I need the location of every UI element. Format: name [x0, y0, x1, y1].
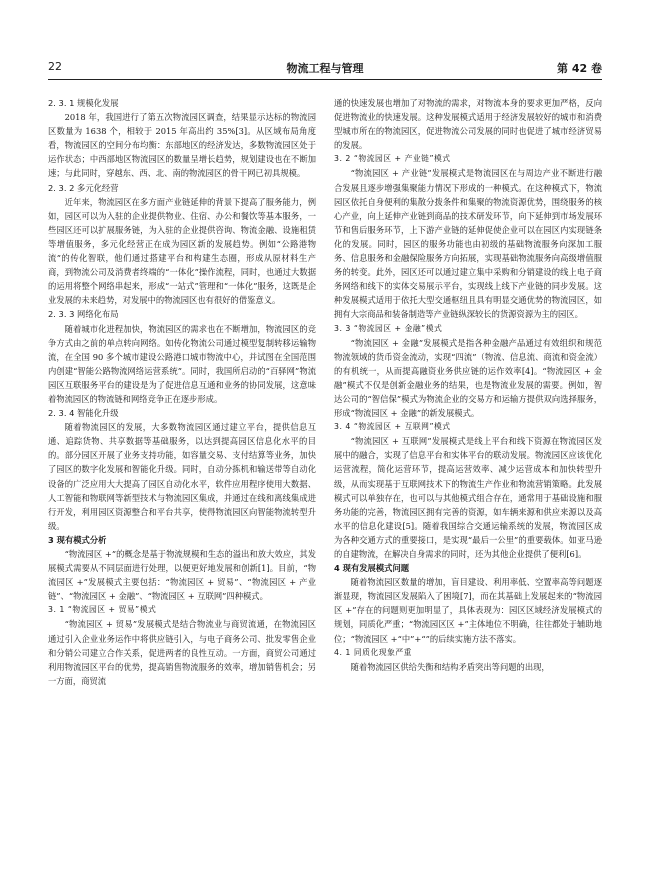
paragraph: 随着城市化进程加快，物流园区的需求也在不断增加，物流园区的竞争方式由之前的单点转向网络。如传化物流公司通过模型复制转移运输物流，在全国 90 多个城市建设公路港口城市物流中心，并试图在全国范围内创建“智能公路物流网络运营系统”。同时，我国所启动的“百驿网”物流园区互联服务平台的建设是为了促进信息互通和业务的协同发展，这意味着物流园区的物流链和网络竞争正在逐步形成。 — [48, 323, 316, 404]
subsection-heading: 2. 3. 4 智能化升级 — [48, 408, 119, 419]
paragraph: “物流园区 + 贸易”发展模式是结合物流业与商贸流通，在物流园区通过引入企业业务运作中将供应链引入，与电子商务公司、批发零售企业和分销公司建立合作关系，促进两者的良性互动。一方面，商贸公司通过利用物流园区平台的优势，提高销售物流服务的效率，增加销售机会；另一方面，商贸流 — [48, 619, 316, 686]
subsection-heading: 3. 1 “物流园区 + 贸易”模式 — [48, 605, 157, 615]
section-heading: 3 现有模式分析 — [48, 534, 107, 545]
header-rule — [48, 79, 602, 80]
subsection-heading: 3. 4 “物流园区 + 互联网”模式 — [334, 422, 451, 432]
subsection-heading: 3. 3 “物流园区 + 金融”模式 — [334, 323, 443, 333]
page-header — [48, 60, 602, 78]
paragraph: “物流园区 + 金融”发展模式是指各种金融产品通过有效组织和规范物流领域的货币资金流动，实现“四流”（物流、信息流、商流和资金流）的有机统一，从而提高融资业务供应链的运作效率[4]。“物流园区 + 金融”模式不仅是创新金融业务的结果，也是物流业发展的需要。例如，智达公司的“智信保”模式为物流企业的交易方和运输方提供双向选择服务，形成“物流园区 + 金融”的新发展模式。 — [334, 337, 602, 419]
paragraph: 近年来，物流园区在多方面产业链延伸的背景下提高了服务能力，例如，园区可以为入驻的企业提供物业、住宿、办公和餐饮等基本服务，一些园区还可以扩展服务链，为入驻的企业提供咨询、物流金融、设施租赁等增值服务，多元化经营正在成为园区新的发展趋势。例如“公路港物流”的传化智联，他们通过搭建平台和构建生态圈，形成从原材料生产商，到物流公司及消费者终端的“一体化”操作流程，同时，也通过大数据的运用将整个网络串起来，形成“一站式”管理和“一体化”服务，这既是企业发展的未来趋势，对发展中的物流园区也有很好的借鉴意义。 — [48, 196, 316, 306]
subsection-heading: 2. 3. 1 规模化发展 — [48, 98, 119, 108]
subsection-heading: 3. 2 “物流园区 + 产业链”模式 — [334, 154, 451, 164]
paragraph: 通的快速发展也增加了对物流的需求，对物流本身的要求更加严格，反向促进物流业的快速发展。这种发展模式适用于经济发展较好的城市和消费型城市所在的物流园区，促进物流公司发展的同时也促进了城市经济贸易的发展。 — [334, 98, 602, 151]
paragraph: “物流园区 + 互联网”发展模式是线上平台和线下资源在物流园区发展中的融合，实现了信息平台和实体平台的联动发展。物流园区应该优化运营流程，简化运营环节，提高运营效率、减少运营成本和加快转型升级，从而实现基于互联网技术下的物流生产作业和物流营销策略。此发展模式可以单独存在，也可以与其他模式组合存在，通常用于基础设施和服务功能的完善，物流园区拥有完善的资源，如车辆来源和供应来源以及高水平的信息化建设[5]。随着我国综合交通运输系统的发展，物流园区成为各种交通方式的重要接口，是实现“最后一公里”的重要载体。如亚马逊的自建物流，在解决自身需求的同时，还为其他企业提供了便利[6]。 — [334, 436, 602, 559]
paragraph: 随着物流园区数量的增加，盲目建设、利用率低、空置率高等问题逐渐显现，物流园区发展陷入了困境[7]，而在其基础上发展起来的“物流园区 +”存在的问题则更加明显了，具体表现为：园区区域经济发展模式的规划，同质化严重；“物流园区区 +”主体地位不明确，往往都处于辅助地位；“物流园区 +“中”+“”的后续实施方法不落实。 — [334, 577, 602, 644]
page-number: 22 — [48, 60, 62, 73]
paragraph: “物流园区 +”的概念是基于物流规模和生态的溢出和放大效应，其发展模式需要从不同层面进行处理，以便更好地发展和创新[1]。目前，“物流园区 +”发展模式主要包括：“物流园区 + 贸易”、“物流园区 + 产业链”、“物流园区 + 金融”、“物流园区 + 互联网”四种模式。 — [48, 549, 316, 602]
subsection-heading: 2. 3. 2 多元化经营 — [48, 182, 119, 193]
right-column — [334, 96, 602, 674]
subsection-heading: 4. 1 同质化现象严重 — [334, 647, 412, 657]
paragraph: 随着物流园区供给失衡和结构矛盾突出等问题的出现， — [350, 661, 550, 672]
paragraph: 2018 年，我国进行了第五次物流园区调查，结果显示达标的物流园区数量为 1638 个，相较于 2015 年高出约 35%[3]。从区域布局角度看，物流园区的空间分布均衡：东部地区的经济发达，多数物流园区处于运作状态；中西部地区物流园区的数量呈增长趋势，规划建设也在不断加速；与此同时，穿越东、西、北、南的物流园区的骨干网已初具规模。 — [48, 112, 316, 179]
paragraph: “物流园区 + 产业链”发展模式是物流园区在与周边产业不断进行融合发展且逐步增强集聚能力情况下形成的一种模式。在这种模式下，物流园区依托自身便利的集散分拨条件和集聚的物流资源优势，围绕服务的核心产业，向上延伸产业链到商品的技术研发环节，向下延伸到市场发展环节和售后服务环节，上下游产业链的延伸促使企业可以在园区内实现链条化的发展。同时，园区的服务功能也由初级的基础物流服务向深加工服务、信息服务和金融保险服务方向拓展，实现基础物流服务向高级增值服务的转变。此外，园区还可以通过建立集中采购和分销建设的线上电子商务网络和线下的实体交易展示平台，实现线上线下产业链的同步发展。这种发展模式适用于依托大型交通枢纽且具有明显交通优势的物流园区，如拥有大宗商品和装备制造等产业链纵深较长的货源资源为主的园区。 — [334, 168, 602, 320]
journal-title: 物流工程与管理 — [286, 62, 364, 75]
left-column — [48, 96, 316, 688]
section-heading: 4 现有发展模式问题 — [334, 563, 410, 574]
subsection-heading: 2. 3. 3 网络化布局 — [48, 309, 119, 320]
paragraph: 随着物流园区的发展，大多数物流园区通过建立平台，提供信息互通、追踪货物、共享数据等基础服务，以达到提高园区信息化水平的目的。部分园区开展了业务支持功能，如容量交易、支付结算等业务，加快了园区的数字化发展和智能化升级。同时，自动分拣机和输送带等自动化设备的广泛应用大大提高了园区自动化水平，软件应用程序使用大数据、人工智能和物联网等新型技术与物流园区集成，并通过在线和离线集成进行开发，利用园区资源整合和平台共享，使得物流园区向智能物流转型升级。 — [48, 422, 316, 531]
volume-label: 第 42 卷 — [557, 62, 602, 75]
